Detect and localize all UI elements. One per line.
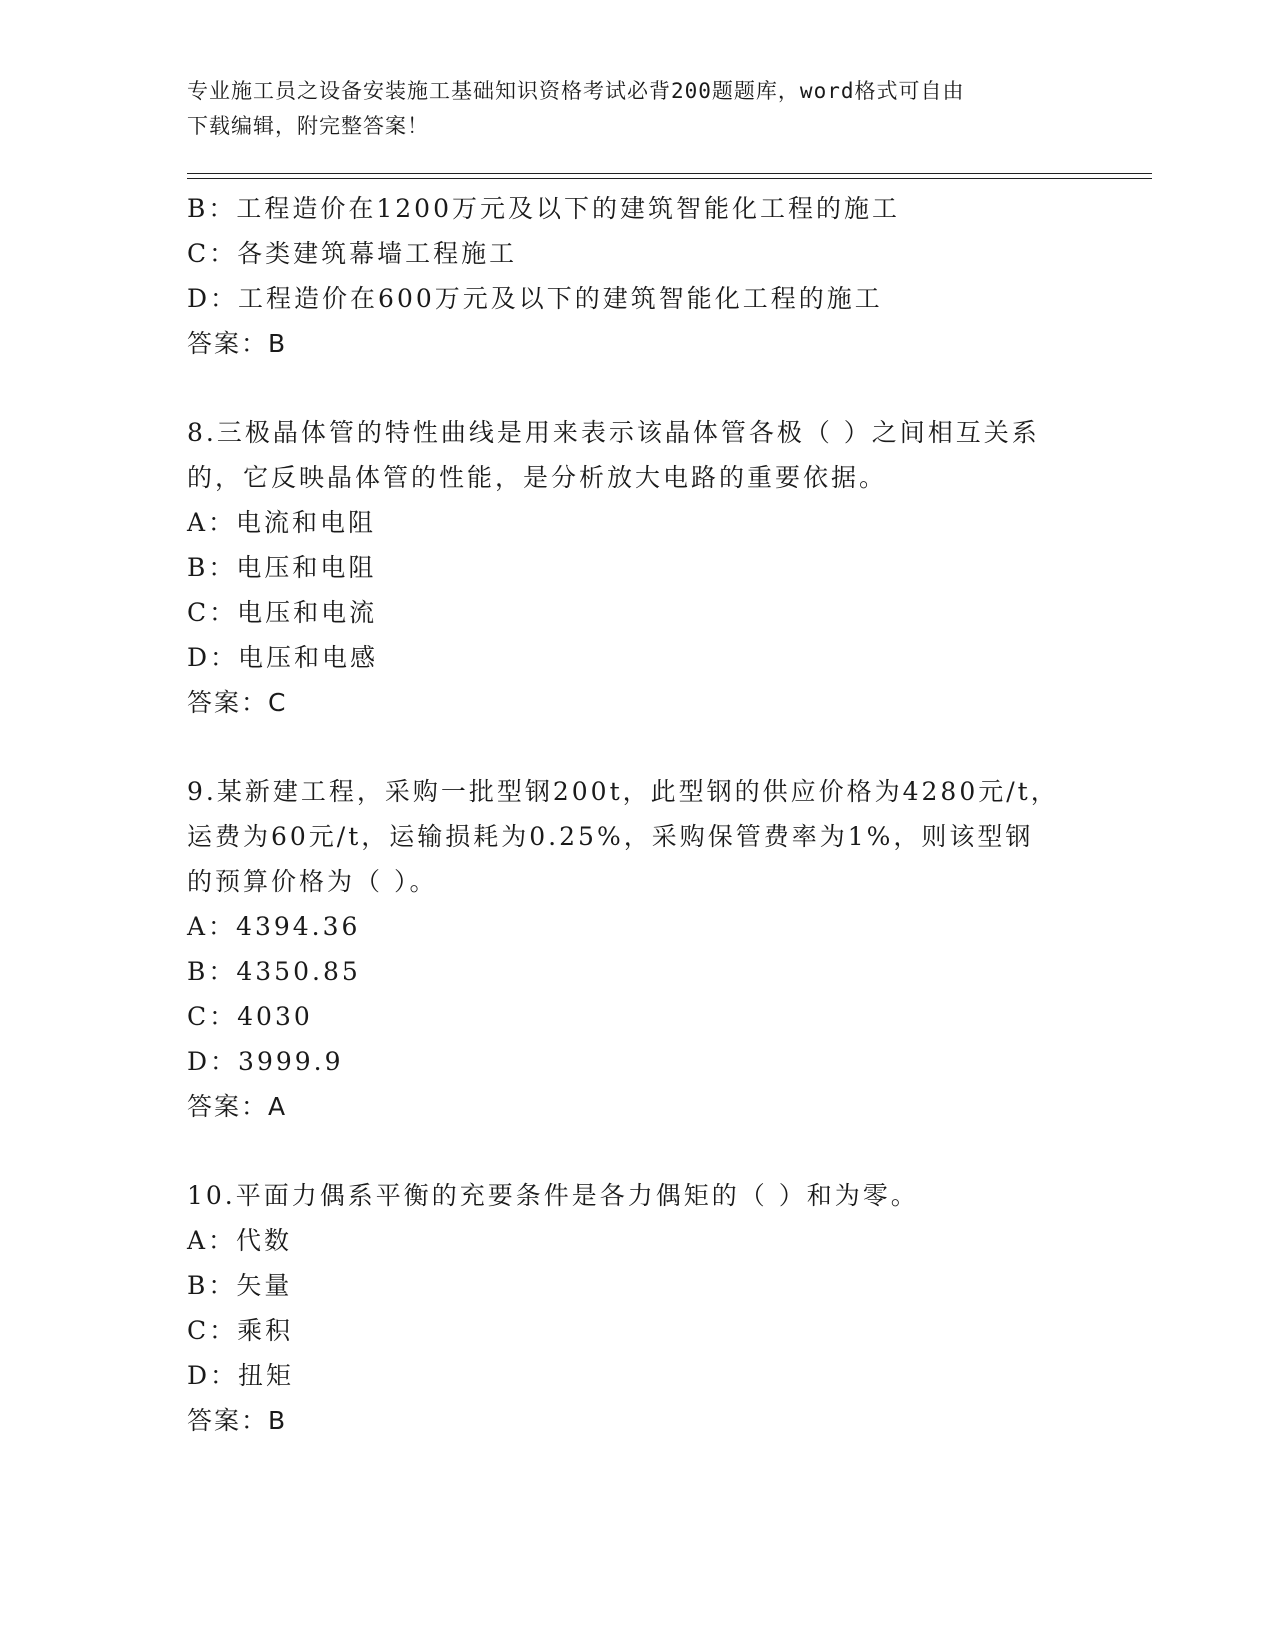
spacer xyxy=(187,725,1087,769)
option-a: A：4394.36 xyxy=(187,912,361,941)
option-c: C：4030 xyxy=(187,1002,313,1031)
answer-line: 答案：A xyxy=(187,1092,288,1121)
question-stem: 的，它反映晶体管的性能，是分析放大电路的重要依据。 xyxy=(187,463,888,492)
spacer xyxy=(187,366,1087,410)
question-stem: 运费为60元/t，运输损耗为0.25%，采购保管费率为1%，则该型钢 xyxy=(187,822,1034,851)
question-stem: 的预算价格为（ ）。 xyxy=(187,867,438,896)
document-header xyxy=(187,74,1067,144)
option-d: D：工程造价在600万元及以下的建筑智能化工程的施工 xyxy=(187,284,883,313)
option-d: D：3999.9 xyxy=(187,1047,344,1076)
option-a: A：电流和电阻 xyxy=(187,508,377,537)
option-c: C：乘积 xyxy=(187,1316,294,1345)
question-list xyxy=(187,186,1087,1443)
header-divider-bottom xyxy=(187,178,1152,179)
option-c: C：电压和电流 xyxy=(187,598,378,627)
header-divider-top xyxy=(187,173,1152,174)
question-7-tail xyxy=(187,186,1087,366)
option-c: C：各类建筑幕墙工程施工 xyxy=(187,239,518,268)
answer-line: 答案：B xyxy=(187,329,288,358)
option-b: B：工程造价在1200万元及以下的建筑智能化工程的施工 xyxy=(187,194,900,223)
answer-line: 答案：B xyxy=(187,1406,288,1435)
option-d: D：扭矩 xyxy=(187,1361,295,1390)
option-d: D：电压和电感 xyxy=(187,643,379,672)
question-stem: 10.平面力偶系平衡的充要条件是各力偶矩的（ ）和为零。 xyxy=(187,1181,919,1210)
question-10 xyxy=(187,1173,1087,1443)
answer-line: 答案：C xyxy=(187,688,288,717)
question-stem: 9.某新建工程，采购一批型钢200t，此型钢的供应价格为4280元/t， xyxy=(187,777,1059,806)
header-title-line-2: 下载编辑，附完整答案！ xyxy=(187,114,429,138)
option-a: A：代数 xyxy=(187,1226,293,1255)
option-b: B：4350.85 xyxy=(187,957,361,986)
question-9 xyxy=(187,769,1087,1129)
header-title-line-1: 专业施工员之设备安装施工基础知识资格考试必背200题题库，word格式可自由 xyxy=(187,79,965,103)
option-b: B：矢量 xyxy=(187,1271,293,1300)
option-b: B：电压和电阻 xyxy=(187,553,377,582)
question-stem: 8.三极晶体管的特性曲线是用来表示该晶体管各极（ ）之间相互关系 xyxy=(187,418,1040,447)
spacer xyxy=(187,1129,1087,1173)
question-8 xyxy=(187,410,1087,725)
